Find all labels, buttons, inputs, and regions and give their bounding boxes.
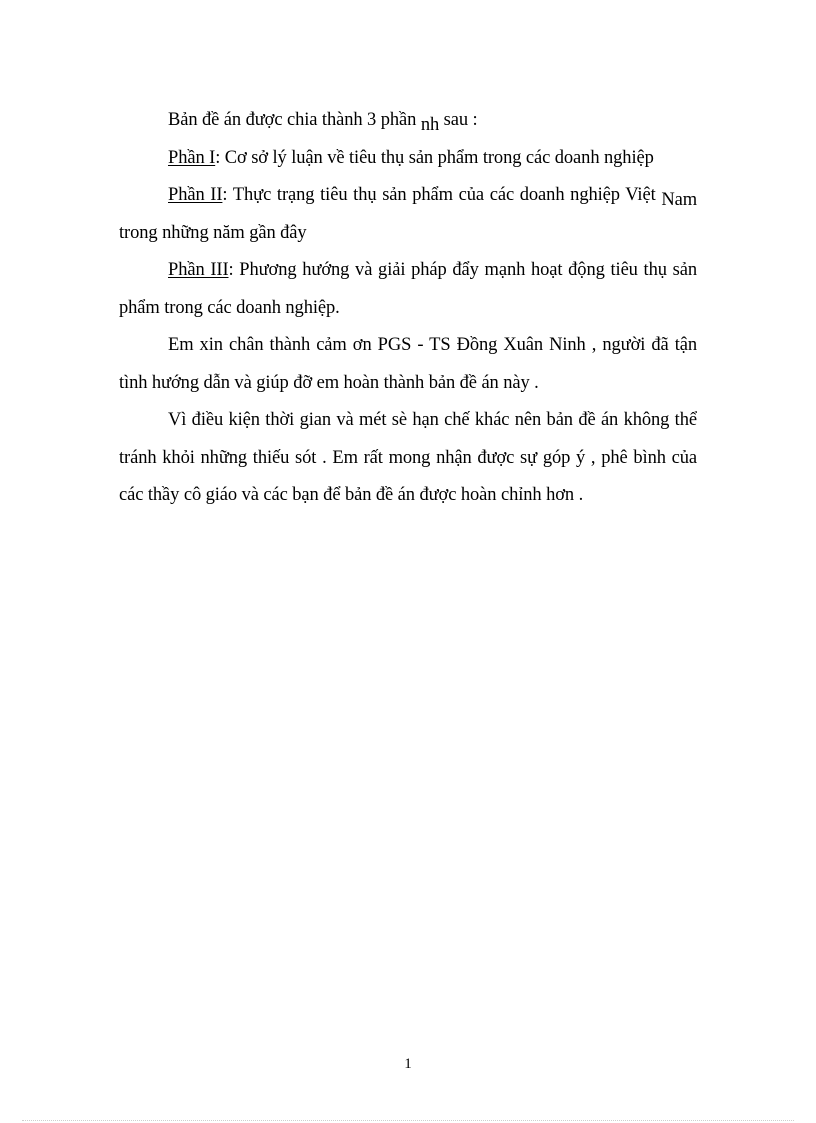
intro-text-after: sau :	[439, 110, 478, 130]
part1-text: : Cơ sở lý luận về tiêu thụ sản phẩm trong các doanh nghiệp	[215, 147, 654, 168]
intro-paragraph	[119, 102, 697, 140]
intro-text-before: Bản đề án được chia thành 3 phần	[168, 110, 421, 130]
part3-paragraph	[119, 252, 697, 327]
part2-label: Phần II	[168, 185, 223, 205]
part2-text-after: trong những năm gần đây	[119, 222, 307, 243]
thanks-paragraph: Em xin chân thành cảm ơn PGS - TS Đồng Xuân Ninh , người đã tận tình hướng dẫn và giúp đỡ em hoàn thành bản đề án này .	[119, 335, 697, 393]
part2-text-before: : Thực trạng tiêu thụ sản phẩm của các doanh nghiệp Việt	[222, 185, 662, 205]
part1-label: Phần I	[168, 147, 216, 168]
part2-paragraph	[119, 177, 697, 252]
intro-sub-word: nh	[420, 115, 440, 135]
part1-paragraph	[119, 140, 697, 178]
body-text	[119, 102, 697, 515]
part3-text: : Phương hướng và giải pháp đẩy mạnh hoạt động tiêu thụ sản phẩm trong các doanh nghiệp.	[119, 260, 697, 318]
part3-label: Phần III	[168, 260, 229, 280]
closing-paragraph: Vì điều kiện thời gian và mét sè hạn chế khác nên bản đề án không thể tránh khỏi những thiếu sót . Em rất mong nhận được sự góp ý , phê bình của các thầy cô giáo và các bạn để bản đề án được hoàn chỉnh hơn .	[119, 410, 697, 505]
page-bottom-divider	[22, 1120, 794, 1121]
page-number: 1	[404, 1056, 412, 1072]
part2-sub-word: Nam	[661, 190, 697, 210]
